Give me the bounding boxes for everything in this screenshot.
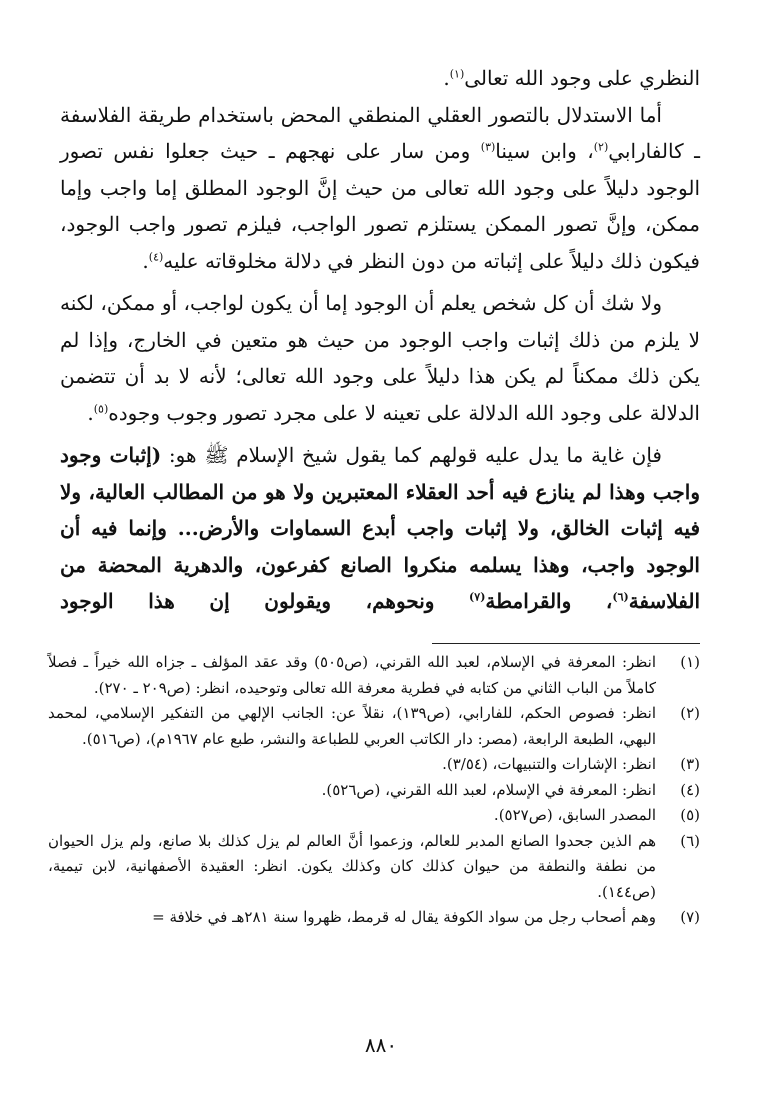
footnote-6 bbox=[48, 829, 700, 906]
footnote-number: (٧) bbox=[680, 908, 700, 926]
footnote-5 bbox=[48, 803, 700, 829]
paragraph-4: فإن غاية ما يدل عليه قولهم كما يقول شيخ الإسلام ﷺ هو: (إثبات وجود واجب وهذا لم ينازع فيه أحد العقلاء المعتبرين ولا هو من المطالب العالية، ولا فيه إثبات الخالق، ولا إثبات واجب أبدع السماوات والأرض... وإنما فيه أن الوجود واجب، وهذا يسلمه منكروا الصانع كفرعون، والدهرية المحضة من الفلاسفة$^{(٦)}$، والقرامطة$^{(٧)}$ ونحوهم، ويقولون إن هذا الوجود bbox=[60, 443, 701, 613]
footnote-number: (٦) bbox=[680, 831, 700, 850]
main-text bbox=[60, 60, 700, 620]
footnote-text: المصدر السابق، (ص٥٢٧). bbox=[493, 806, 656, 824]
footnote-text: انظر: فصوص الحكم، للفارابي، (ص١٣٩)، نقلاً عن: الجانب الإلهي من التفكير الإسلامي، لمحمد البهي، الطبعة الرابعة، (مصر: دار الكاتب العربي للطباعة والنشر، طبع عام ١٩٦٧م)، (ص٥١٦). bbox=[48, 704, 656, 748]
footnote-number: (٥) bbox=[680, 806, 700, 824]
footnote-number: (٣) bbox=[680, 755, 700, 773]
footnote-text: هم الذين جحدوا الصانع المدبر للعالم، وزعموا أنَّ العالم لم يزل كذلك بلا صانع، ولم يزل الحيوان من نطفة والنطفة من حيوان كذلك كان وكذلك يكون. انظر: العقيدة الأصفهانية، لابن تيمية، (ص١٤٤). bbox=[48, 831, 656, 901]
footnote-text: انظر: المعرفة في الإسلام، لعبد الله القرني، (ص٥٠٥) وقد عقد المؤلف ـ جزاه الله خيراً ـ فصلاً كاملاً من الباب الثاني من كتابه في فطرية معرفة الله تعالى وتوحيده، انظر: (ص٢٠٩ ـ ٢٧٠). bbox=[48, 653, 656, 697]
footnote-2 bbox=[48, 701, 700, 752]
footnote-1 bbox=[48, 650, 700, 701]
footnote-text: انظر: الإشارات والتنبيهات، (٣/٥٤). bbox=[442, 755, 656, 773]
footnote-ref-2: (٢) bbox=[593, 140, 609, 154]
paragraph-1-end: النظري على وجود الله تعالى$^{(١)}$. bbox=[443, 66, 700, 90]
footnote-ref-5: (٥) bbox=[93, 401, 109, 415]
footnote-separator bbox=[432, 643, 700, 644]
footnote-ref-7: (٧) bbox=[469, 590, 486, 604]
footnote-text: انظر: المعرفة في الإسلام، لعبد الله القرني، (ص٥٢٦). bbox=[321, 780, 656, 799]
footnote-3 bbox=[48, 752, 700, 778]
footnote-ref-4: (٤) bbox=[148, 249, 164, 263]
footnote-number: (٤) bbox=[680, 780, 700, 799]
footnote-number: (١) bbox=[680, 653, 700, 671]
page-number: ٨٨٠ bbox=[364, 1033, 398, 1057]
footnote-4 bbox=[48, 778, 700, 804]
quote-ibn-taymiyyah: (إثبات وجود واجب وهذا لم ينازع فيه أحد العقلاء المعتبرين ولا هو من المطالب العالية، ولا فيه إثبات الخالق، ولا إثبات واجب أبدع السماوات والأرض... وإنما فيه أن الوجود واجب، وهذا يسلمه منكروا الصانع كفرعون، والدهرية المحضة من الفلاسفة$^{(٦)}$، والقرامطة$^{(٧)}$ ونحوهم، ويقولون إن هذا الوجود bbox=[60, 443, 701, 613]
paragraph-3: ولا شك أن كل شخص يعلم أن الوجود إما أن يكون لواجب، أو ممكن، لكنه لا يلزم من ذلك إثبات واجب الوجود من حيث هو متعين في الخارج، وإذا لم يكن ذلك ممكناً لم يكن هذا دليلاً على وجود الله تعالى؛ لأنه لا بد أن تتضمن الدلالة على وجود الله الدلالة على تعينه لا على مجرد تصور وجوب وجوده$^{(٥)}$. bbox=[60, 291, 700, 425]
footnotes bbox=[48, 650, 700, 931]
footnote-ref-3: (٣) bbox=[480, 140, 496, 154]
footnote-ref-1: (١) bbox=[449, 67, 465, 81]
footnote-7 bbox=[48, 905, 700, 931]
paragraph-2: أما الاستدلال بالتصور العقلي المنطقي المحض باستخدام طريقة الفلاسفة ـ كالفارابي$^{(٢)}$، وابن سينا$^{(٣)}$ ومن سار على نهجهم ـ حيث جعلوا نفس تصور الوجود دليلاً على وجود الله تعالى من حيث إنَّ الوجود المطلق إما واجب وإما ممكن، وإنَّ تصور الممكن يستلزم تصور الواجب، فيلزم تصور واجب الوجود، فيكون ذلك دليلاً على إثباته من دون النظر في دلالة مخلوقاته عليه$^{(٤)}$. bbox=[60, 102, 700, 273]
footnote-text: وهم أصحاب رجل من سواد الكوفة يقال له قرمط، ظهروا سنة ٢٨١هـ في خلافة = bbox=[152, 908, 656, 926]
footnote-number: (٢) bbox=[680, 704, 700, 722]
footnote-ref-6: (٦) bbox=[612, 590, 629, 604]
